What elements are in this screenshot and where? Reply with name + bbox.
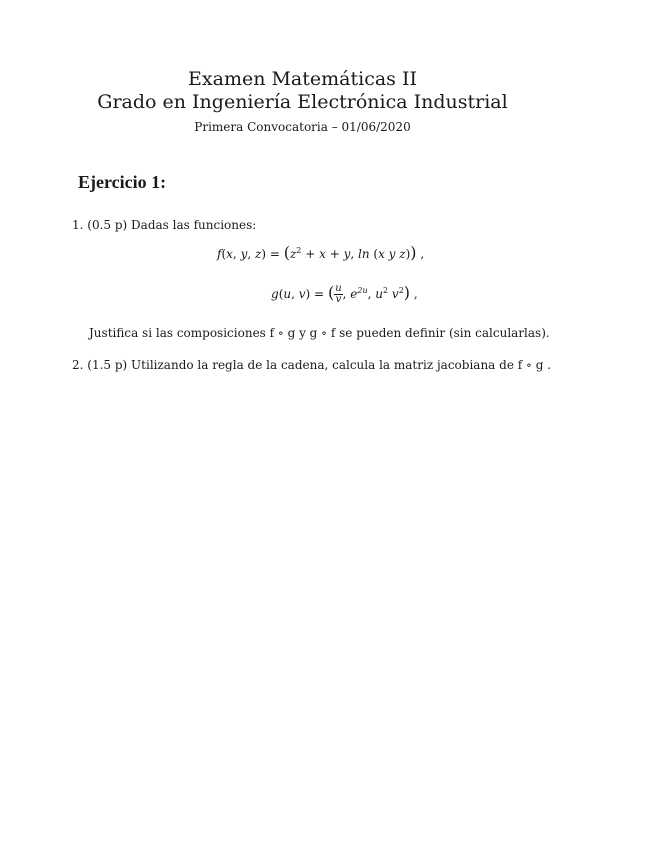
item-1-text: (0.5 p) Dadas las funciones: xyxy=(87,218,257,232)
equation-g: g(u, v) = ( $\frac{u}{v}$, $e^{2u}$, $u^2$ $v^2$) , xyxy=(271,283,418,305)
item-2-text: (1.5 p) Utilizando la regla de la cadena, calcula la matriz jacobiana de f ∘ g . xyxy=(87,358,552,372)
exam-session: Primera Convocatoria – 01/06/2020 xyxy=(194,120,411,134)
item-2-number: 2. xyxy=(72,358,84,372)
exam-title: Examen Matemáticas II xyxy=(188,68,417,90)
item-1 xyxy=(72,218,256,232)
item-1-followup: Justifica si las composiciones f ∘ g y g ∘ f se pueden definir (sin calcularlas). xyxy=(89,326,550,340)
exam-degree: Grado en Ingeniería Electrónica Industrial xyxy=(97,91,508,113)
equation-f: f(x, y, $z) = (z^2 + x + y$, ln (x y z)) , xyxy=(217,243,425,262)
item-2 xyxy=(72,358,551,372)
exercise-heading: Ejercicio 1: xyxy=(78,172,167,192)
fraction-u-over-v: $\frac{u}{v}$ xyxy=(335,283,342,305)
item-1-number: 1. xyxy=(72,218,84,232)
